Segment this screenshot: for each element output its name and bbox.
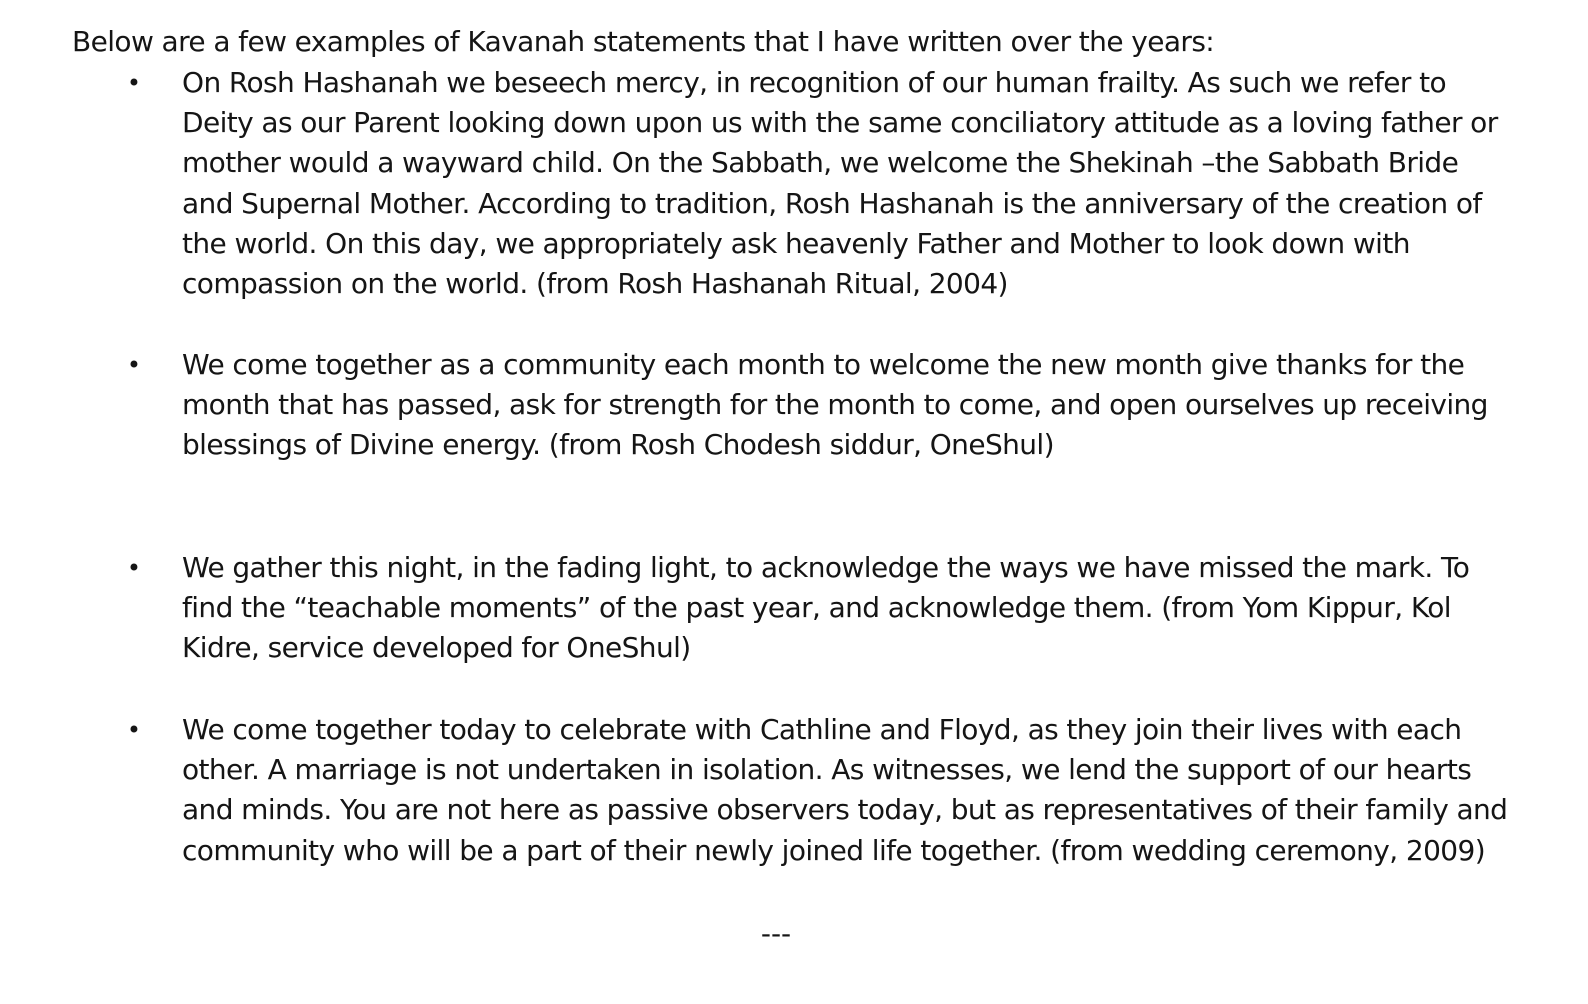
intro-paragraph: Below are a few examples of Kavanah statements that I have written over the years: bbox=[72, 25, 1215, 58]
bullet-icon: • bbox=[126, 69, 142, 97]
list-item-text: We gather this night, in the fading light, to acknowledge the ways we have missed the mark. To find the “teachable moments” of the past year, and acknowledge them. (from Yom Kippur, Kol Kidre, service developed for OneShul) bbox=[182, 551, 1470, 665]
bullet-icon: • bbox=[126, 716, 142, 744]
list-item-text: On Rosh Hashanah we beseech mercy, in recognition of our human frailty. As such we refer to Deity as our Parent looking down upon us with the same conciliatory attitude as a loving father or mother would a wayward child. On the Sabbath, we welcome the Shekinah –the Sabbath Bride and Supernal Mother. According to tradition, Rosh Hashanah is the anniversary of the creation of the world. On this day, we appropriately ask heavenly Father and Mother to look down with compassion on the world. (from Rosh Hashanah Ritual, 2004) bbox=[182, 66, 1498, 301]
section-separator: --- bbox=[760, 917, 792, 950]
list-item-text: We come together today to celebrate with Cathline and Floyd, as they join their lives with each other. A marriage is not undertaken in isolation. As witnesses, we lend the support of our hearts and minds. You are not here as passive observers today, but as representatives of their family and community who will be a part of their newly joined life together. (from wedding ceremony, 2009) bbox=[182, 713, 1508, 867]
bullet-icon: • bbox=[126, 554, 142, 582]
list-item-text: We come together as a community each month to welcome the new month give thanks for the month that has passed, ask for strength for the month to come, and open ourselves up receiving blessings of Divine energy. (from Rosh Chodesh siddur, OneShul) bbox=[182, 348, 1488, 462]
bullet-icon: • bbox=[126, 351, 142, 379]
